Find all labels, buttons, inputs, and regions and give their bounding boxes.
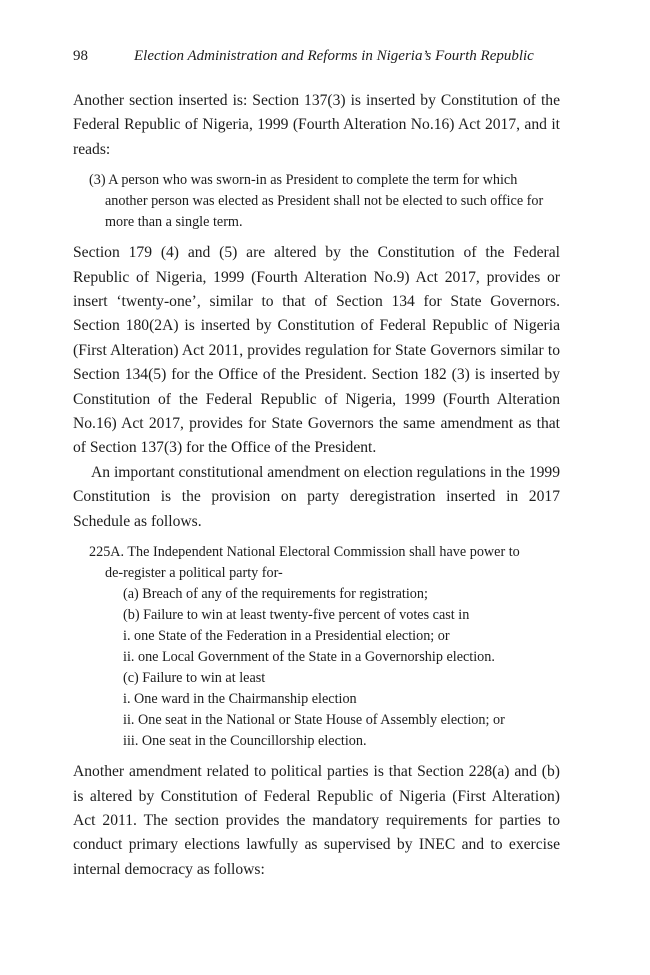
- page-header: [73, 44, 562, 68]
- quote-item: (a) Breach of any of the requirements for registration;: [123, 586, 428, 603]
- quote-line: more than a single term.: [105, 214, 243, 231]
- block-quote-section-225a: [89, 542, 560, 752]
- text-line: Federal Republic of Nigeria, 1999 (Fourth Alteration No.16) Act 2017, and it: [73, 116, 560, 134]
- paragraph-section-179: Section 179 (4) and (5) are altered by the Constitution of the Federal Republic of Nigeria, 1999 (Fourth Alteration No.9) Act 2017, provides or insert ‘twenty-one’, similar to that of Section 134 for State Governors. Section 180(2A) is inserted by Constitution of Federal Republic of Nigeria (First Alteration) Act 2011, provides regulation for State Governors similar to Section 134(5) for the Office of the President. Section 182 (3) is inserted by Constitution of the Federal Republic of Nigeria, 1999 (Fourth Alteration No.16) Act 2017, provides for State Governors the same amendment as that of Section 137(3) for the Office of the President.: [73, 244, 560, 457]
- quote-line: 225A. The Independent National Electoral Commission shall have power to: [89, 544, 520, 561]
- text-line: Another section inserted is: Section 137(3) is inserted by Constitution of the: [73, 92, 560, 109]
- quote-item: ii. One seat in the National or State House of Assembly election; or: [123, 712, 505, 729]
- quote-item: ii. one Local Government of the State in a Governorship election.: [123, 649, 495, 666]
- quote-item: i. one State of the Federation in a Presidential election; or: [123, 628, 450, 645]
- quote-item: iii. One seat in the Councillorship election.: [123, 733, 367, 750]
- page-body: [73, 89, 560, 882]
- paragraph-section-228: Another amendment related to political parties is that Section 228(a) and (b) is altered by Constitution of Federal Republic of Nigeria (First Alteration) Act 2011. The section provides the mandatory requirements for parties to conduct primary elections lawfully as supervised by INEC and to exercise internal democracy as follows:: [73, 763, 560, 878]
- block-quote-section-137-3: [89, 170, 560, 233]
- quote-item: (b) Failure to win at least twenty-five percent of votes cast in: [123, 607, 470, 624]
- quote-line: de-register a political party for-: [105, 565, 283, 582]
- paragraph-party-deregistration: An important constitutional amendment on election regulations in the 1999 Constitution is the provision on party deregistration inserted in 2017 Schedule as follows.: [73, 463, 561, 530]
- paragraph-section-137: [73, 89, 560, 162]
- quote-line: (3) A person who was sworn-in as President to complete the term for which: [89, 172, 518, 189]
- quote-line: another person was elected as President shall not be elected to such office for: [105, 193, 544, 210]
- page-number: 98: [73, 48, 88, 64]
- running-head: Election Administration and Reforms in Nigeria’s Fourth Republic: [134, 48, 534, 64]
- text-line: reads:: [73, 140, 111, 158]
- quote-item: i. One ward in the Chairmanship election: [123, 691, 357, 708]
- quote-item: (c) Failure to win at least: [123, 670, 266, 687]
